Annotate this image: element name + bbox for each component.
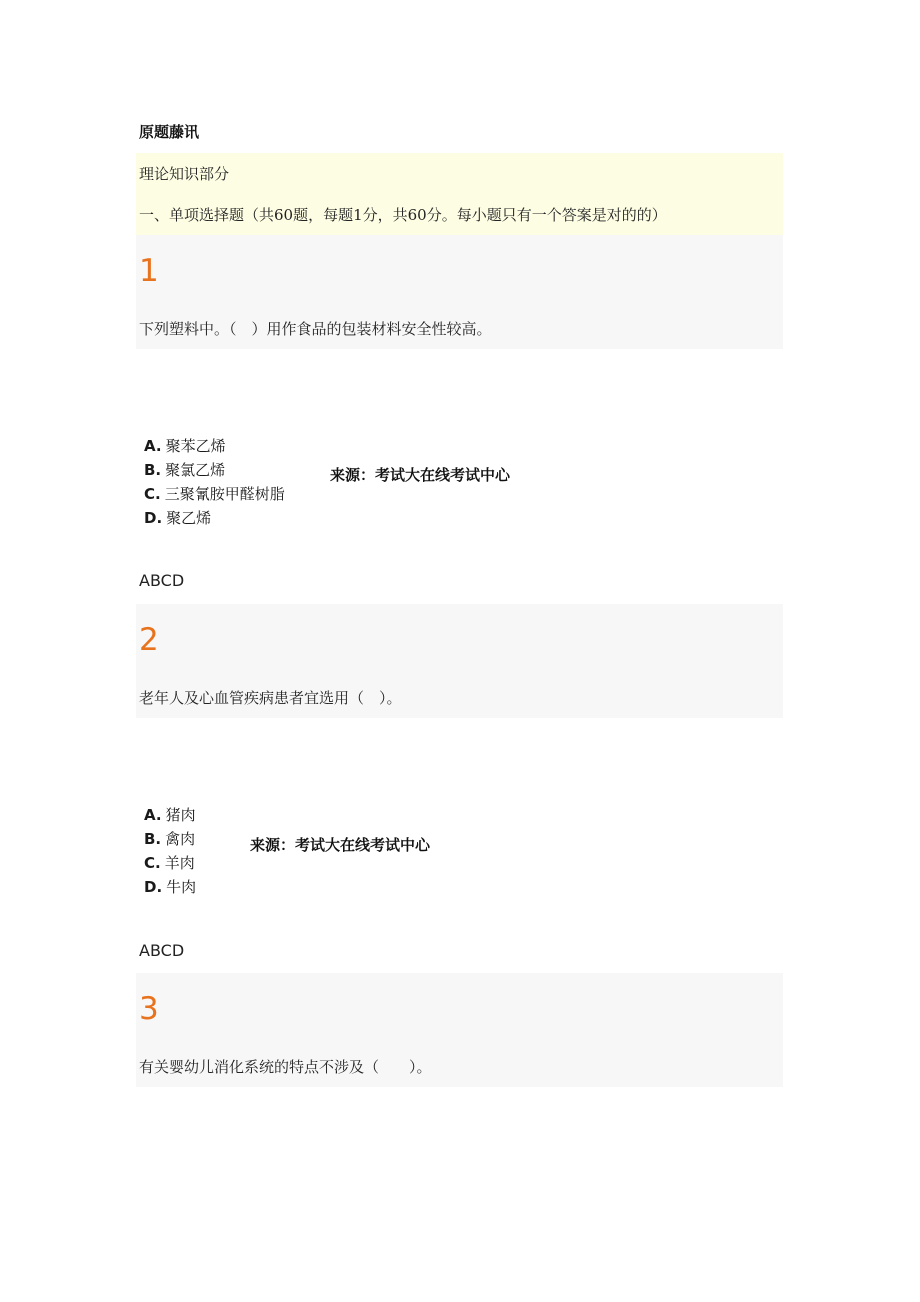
option-letter: C. <box>144 485 161 503</box>
section-heading: 理论知识部分 <box>139 165 230 183</box>
option-c <box>144 852 195 873</box>
option-letter: B. <box>144 830 162 848</box>
question-block <box>136 973 783 1087</box>
option-d <box>144 876 196 897</box>
option-letter: A. <box>144 437 162 455</box>
option-text: 猪肉 <box>165 806 196 824</box>
question-text: 有关婴幼儿消化系统的特点不涉及（ ）。 <box>139 1058 432 1076</box>
option-letter: D. <box>144 878 163 896</box>
option-letter: B. <box>144 461 162 479</box>
instruction-text: 一、单项选择题（共60题，每题1分，共60分。每小题只有一个答案是对的的） <box>139 206 667 224</box>
question-text: 老年人及心血管疾病患者宜选用（ ）。 <box>139 689 402 707</box>
option-d <box>144 507 211 528</box>
intro-section <box>136 153 783 235</box>
option-text: 羊肉 <box>164 854 195 872</box>
option-text: 聚苯乙烯 <box>165 437 226 455</box>
option-text: 聚乙烯 <box>166 509 212 527</box>
option-letter: D. <box>144 509 163 527</box>
option-a <box>144 804 196 825</box>
question-number: 1 <box>139 253 159 289</box>
question-number: 2 <box>139 622 159 658</box>
option-c <box>144 483 285 504</box>
source-label: 来源：考试大在线考试中心 <box>330 466 511 484</box>
option-text: 禽肉 <box>165 830 196 848</box>
option-text: 牛肉 <box>166 878 197 896</box>
answer-text: ABCD <box>139 571 185 590</box>
question-block <box>136 235 783 349</box>
option-b <box>144 828 195 849</box>
question-number: 3 <box>139 991 159 1027</box>
option-letter: A. <box>144 806 162 824</box>
question-text: 下列塑料中。（ ）用作食品的包装材料安全性较高。 <box>139 320 492 338</box>
option-text: 三聚氰胺甲醛树脂 <box>164 485 285 503</box>
question-block <box>136 604 783 718</box>
option-b <box>144 459 225 480</box>
option-letter: C. <box>144 854 161 872</box>
option-text: 聚氯乙烯 <box>165 461 226 479</box>
option-a <box>144 435 226 456</box>
document-title: 原题藤讯 <box>139 123 200 141</box>
answer-text: ABCD <box>139 941 185 960</box>
source-label: 来源：考试大在线考试中心 <box>250 836 431 854</box>
